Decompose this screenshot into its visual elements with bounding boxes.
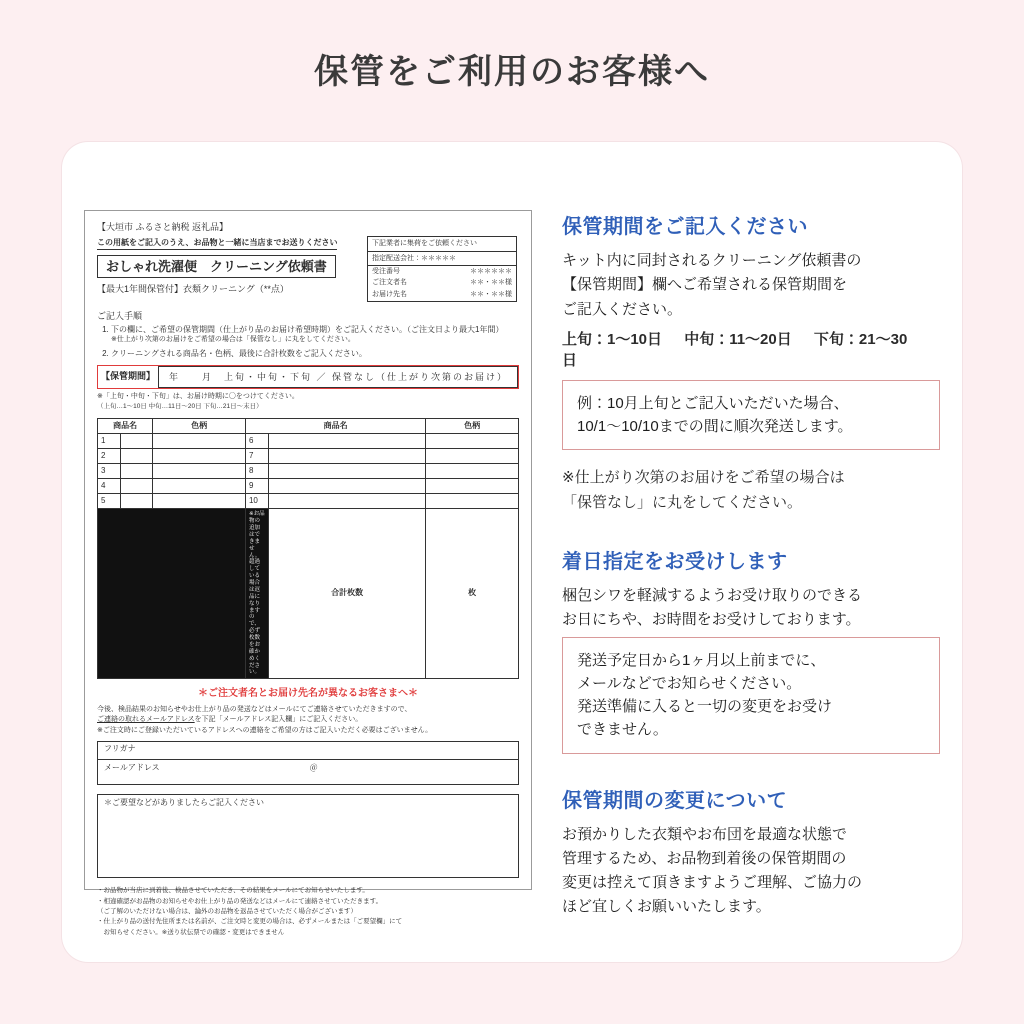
- example-box-keep-period: [562, 380, 940, 451]
- keep-after-note: [562, 466, 940, 515]
- example-delivery-line-4: できません。: [577, 721, 668, 739]
- row-color-1[interactable]: [153, 434, 246, 449]
- row-color-6[interactable]: [426, 434, 519, 449]
- row-color-8[interactable]: [426, 464, 519, 479]
- row-item-9[interactable]: [268, 479, 425, 494]
- content-card: [62, 142, 962, 962]
- page-title: 保管をご利用のお客様へ: [314, 53, 710, 91]
- howto-list: [97, 324, 519, 359]
- items-col-color-left: 色柄: [153, 419, 246, 434]
- keep-after-note-line-1: ※仕上がり次第のお届けをご希望の場合は: [562, 469, 845, 487]
- items-table-header-row: [98, 419, 519, 434]
- total-label: 合計枚数: [268, 509, 425, 679]
- table-row: [98, 464, 519, 479]
- footnote-1: ・お品物が当店に到着後、検品させていただき、その結果をメールにてお知らせいたします。: [97, 887, 369, 895]
- example-box-delivery-date: [562, 637, 940, 754]
- row-color-3[interactable]: [153, 464, 246, 479]
- row-num-10: 10: [245, 494, 268, 509]
- shipper-box: [367, 236, 517, 301]
- howto-item-1-text: 下の欄に、ご希望の保管期間（仕上がり品のお届け希望時期）をご記入ください。（ご注文日より最大1年間）: [111, 324, 504, 334]
- row-color-7[interactable]: [426, 449, 519, 464]
- furigana-label: フリガナ: [98, 742, 518, 760]
- term-chujun: 中旬：11～20日: [684, 330, 792, 348]
- row-item-8[interactable]: [268, 464, 425, 479]
- form-furusato-line: 【大垣市 ふるさと納税 返礼品】: [97, 222, 229, 232]
- example-keep-line-2: 10/1～10/10までの間に順次発送します。: [577, 418, 853, 436]
- howto-heading: ご記入手順: [97, 310, 143, 321]
- shipper-row-orderer-value: ＊＊・＊＊様: [470, 279, 512, 287]
- request-box-label: ＊ご要望などがありましたらご記入ください: [104, 798, 264, 808]
- row-item-1[interactable]: [121, 434, 153, 449]
- total-black-note: ※お品物の追加はできません。超過している場合は返品になりますので、必ず枚数をお確かめください。: [246, 509, 268, 678]
- shipper-row-recipient-value: ＊＊・＊＊様: [470, 290, 512, 298]
- items-col-color-right: 色柄: [426, 419, 519, 434]
- items-col-name-left: 商品名: [98, 419, 153, 434]
- shipper-row-orderer-label: ご注文者名: [372, 279, 407, 287]
- mail-address-box: [97, 741, 519, 785]
- warning-body-2: を下記「メールアドレス記入欄」にご記入ください。: [194, 716, 363, 724]
- table-row: [98, 479, 519, 494]
- keep-period-label: 【保管期間】: [101, 371, 156, 382]
- row-item-10[interactable]: [268, 494, 425, 509]
- table-row: [98, 434, 519, 449]
- howto-sub-note: ※仕上がり次第のお届けをご希望の場合は「保管なし」に丸をしてください。: [111, 336, 355, 344]
- shipper-row-order-no-value: ＊＊＊＊＊＊: [470, 268, 512, 276]
- warning-title: ＊ご注文者名とお届け先名が異なるお客さまへ＊: [198, 688, 418, 700]
- explanation-column: [562, 210, 940, 928]
- total-filler-left: [98, 509, 246, 679]
- row-item-2[interactable]: [121, 449, 153, 464]
- delivery-date-para: [562, 584, 940, 633]
- row-item-5[interactable]: [121, 494, 153, 509]
- period-change-line-1: お預かりした衣類やお布団を最適な状態で: [562, 825, 848, 843]
- section-heading-keep-period: 保管期間をご記入ください: [562, 216, 808, 238]
- table-row: [98, 449, 519, 464]
- keep-period-para-line-2: 【保管期間】欄へご希望される保管期間を: [562, 276, 848, 294]
- shipper-row-orderer: [368, 277, 516, 288]
- items-table: [97, 418, 519, 679]
- shipper-caption: 下記業者に集荷をご依頼ください: [368, 237, 516, 251]
- term-definitions: [562, 328, 940, 370]
- shipper-carrier: 指定配送会社：＊＊＊＊＊: [368, 252, 516, 266]
- total-unit: 枚: [426, 509, 519, 679]
- row-num-4: 4: [98, 479, 121, 494]
- warning-body: [97, 705, 519, 737]
- row-num-7: 7: [245, 449, 268, 464]
- footnote-4: ・仕上がり品の送付先住所または名前が、ご注文時と変更の場合は、必ずメールまたは「ご要望欄」にて: [97, 918, 403, 926]
- warning-body-underline: ご連絡の取れるメールアドレス: [97, 716, 195, 724]
- section-heading-delivery-date: 着日指定をお受けします: [562, 550, 788, 573]
- mail-at-sign: ＠: [309, 763, 318, 773]
- period-change-line-2: 管理するため、お品物到着後の保管期間の: [562, 849, 847, 867]
- howto-item-2: 2. クリーニングされる商品名・色柄、最後に合計枚数をご記入ください。: [111, 348, 519, 360]
- row-num-1: 1: [98, 434, 121, 449]
- row-num-3: 3: [98, 464, 121, 479]
- items-table-total-row: [98, 509, 519, 679]
- mail-row[interactable]: [98, 760, 518, 784]
- form-subtitle: 【最大1年間保管付】衣類クリーニング（**点）: [97, 284, 289, 295]
- row-color-5[interactable]: [153, 494, 246, 509]
- example-delivery-line-1: 発送予定日から1ヶ月以上前までに、: [577, 651, 826, 669]
- request-box[interactable]: [97, 794, 519, 878]
- row-num-9: 9: [245, 479, 268, 494]
- term-gejun: 下旬：21～30日: [562, 330, 908, 369]
- row-color-10[interactable]: [426, 494, 519, 509]
- shipper-row-recipient: [368, 289, 516, 300]
- section-heading-period-change: 保管期間の変更について: [562, 789, 788, 812]
- keep-note-2: （上旬…1～10日 中旬…11日～20日 下旬…21日～末日）: [97, 402, 263, 410]
- term-jojun: 上旬：1～10日: [562, 330, 663, 348]
- keep-period-para-line-1: キット内に同封されるクリーニング依頼書の: [562, 252, 862, 269]
- shipper-row-recipient-label: お届け先名: [372, 290, 407, 298]
- keep-period-row: [97, 365, 519, 389]
- warning-body-3: ※ご注文時にご登録いただいているアドレスへの連絡をご希望の方はご記入いただく必要はございません。: [97, 726, 433, 734]
- total-black-note-cell: [245, 509, 268, 679]
- footnote-3: （ご了解のいただけない場合は、論外のお品物を返品させていただく場合がございます）: [97, 908, 357, 916]
- shipper-row-order-no: [368, 266, 516, 277]
- row-item-3[interactable]: [121, 464, 153, 479]
- row-num-2: 2: [98, 449, 121, 464]
- footnote-5: お知らせください。※送り状伝票での確認・変更はできません: [97, 928, 285, 936]
- delivery-date-line-2: お日にちや、お時間をお受けしております。: [562, 611, 861, 629]
- row-num-5: 5: [98, 494, 121, 509]
- form-footnotes: [97, 886, 519, 938]
- period-change-line-4: ほど宜しくお願いいたします。: [562, 898, 771, 916]
- keep-period-para-line-3: ご記入ください。: [562, 300, 683, 318]
- shipper-row-order-no-label: 受注番号: [372, 268, 400, 276]
- row-item-4[interactable]: [121, 479, 153, 494]
- row-item-6[interactable]: [268, 434, 425, 449]
- example-keep-line-1: 例：10月上旬とご記入いただいた場合、: [577, 394, 849, 412]
- row-num-8: 8: [245, 464, 268, 479]
- form-title: おしゃれ洗濯便 クリーニング依頼書: [97, 255, 336, 279]
- table-row: [98, 494, 519, 509]
- footnote-2: ・相違確認がお品物のお知らせやお仕上がり品の発送などはメールにて連絡させていただきます。: [97, 897, 383, 905]
- keep-after-note-line-2: 「保管なし」に丸をしてください。: [562, 493, 803, 511]
- keep-period-field[interactable]: 年 月 上旬・中旬・下旬 ／ 保管なし（仕上がり次第のお届け）: [158, 366, 518, 388]
- howto-item-1: [111, 324, 519, 346]
- mail-label: メールアドレス: [104, 763, 160, 773]
- example-delivery-line-3: 発送準備に入ると一切の変更をお受け: [577, 698, 833, 716]
- warning-body-1: 今後、検品結果のお知らせやお仕上がり品の発送などはメールにてご連絡させていただきますので、: [97, 705, 412, 713]
- delivery-date-line-1: 梱包シワを軽減するようお受け取りのできる: [562, 586, 863, 604]
- cleaning-request-form: [84, 210, 532, 936]
- items-col-name-right: 商品名: [245, 419, 425, 434]
- period-change-line-3: 変更は控えて頂きますようご理解、ご協力の: [562, 874, 863, 892]
- example-delivery-line-2: メールなどでお知らせください。: [577, 674, 802, 692]
- row-color-4[interactable]: [153, 479, 246, 494]
- row-color-9[interactable]: [426, 479, 519, 494]
- keep-note-1: ※「上旬・中旬・下旬」は、お届け時期に〇をつけてください。: [97, 393, 299, 401]
- row-num-6: 6: [245, 434, 268, 449]
- form-header-left: [97, 236, 367, 301]
- period-change-para: [562, 823, 940, 920]
- row-color-2[interactable]: [153, 449, 246, 464]
- form-instruction-line: この用紙をご記入のうえ、お品物と一緒に当店までお送りください: [97, 238, 337, 250]
- keep-period-para: [562, 249, 940, 322]
- row-item-7[interactable]: [268, 449, 425, 464]
